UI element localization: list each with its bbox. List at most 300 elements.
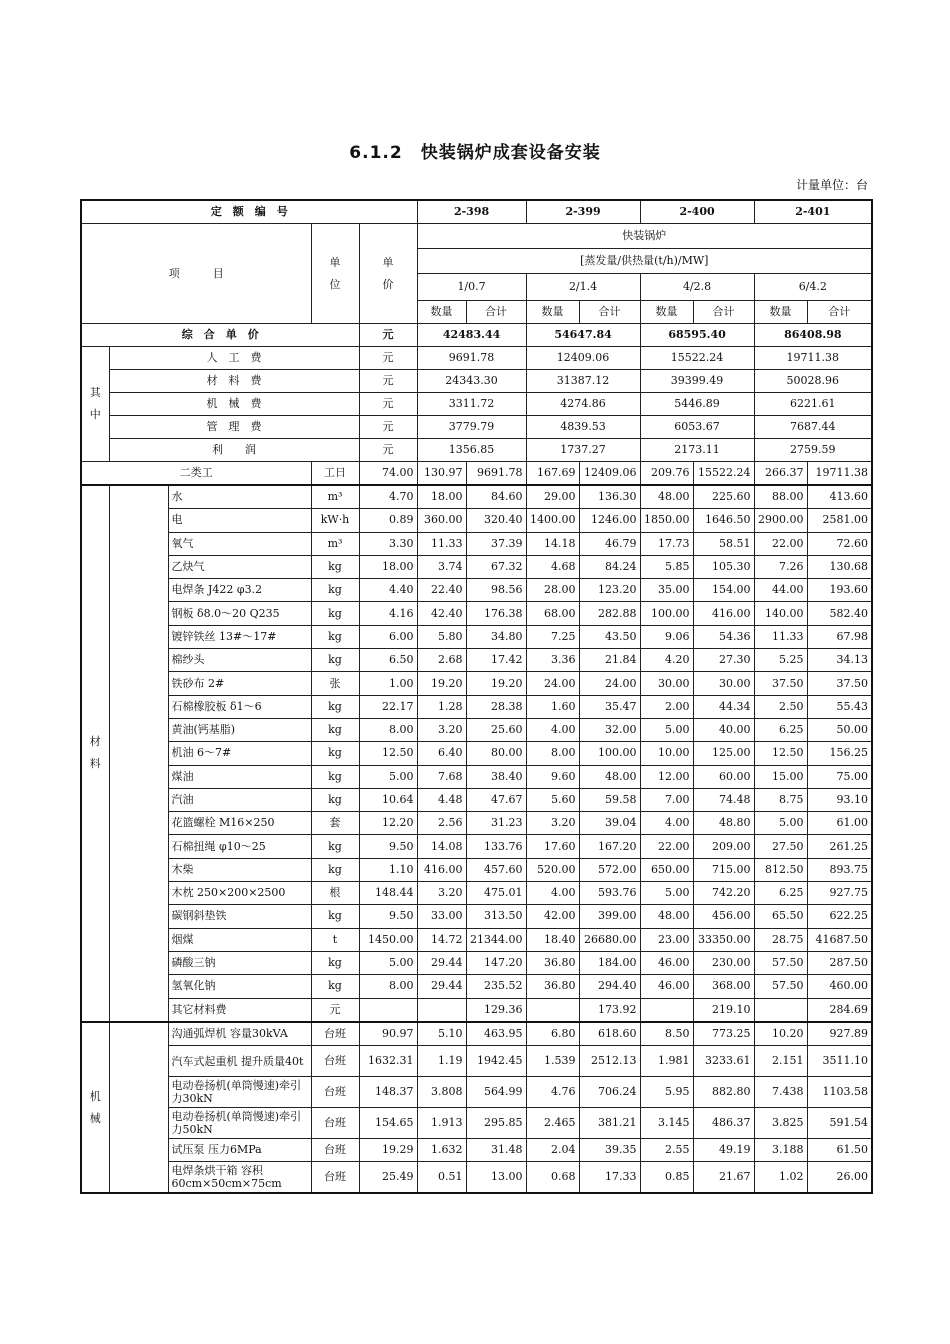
machinery-row: [81, 1108, 872, 1139]
machinery-row-cell: 7.438: [754, 1077, 807, 1108]
material-row-cell: 42.00: [526, 905, 579, 928]
machinery-row-cell: 1.539: [526, 1046, 579, 1077]
machinery-row-cell: 706.24: [579, 1077, 640, 1108]
material-row: [81, 835, 872, 858]
machinery-row-cell: 295.85: [466, 1108, 526, 1139]
machinery-row-cell: 618.60: [579, 1022, 640, 1046]
material-row-unit: kg: [311, 858, 359, 881]
quota-code-row: [81, 200, 872, 224]
cost-item-value: 7687.44: [754, 416, 872, 439]
material-row-price: 5.00: [359, 951, 417, 974]
material-row-price: [359, 998, 417, 1022]
material-row-unit: kg: [311, 649, 359, 672]
material-row-name: 木枕 250×200×2500: [168, 882, 311, 905]
material-row-cell: 14.08: [417, 835, 466, 858]
labor-price: 74.00: [359, 462, 417, 486]
material-row-name: 烟煤: [168, 928, 311, 951]
unit-header-char: 位: [329, 277, 341, 291]
material-row-cell: 34.13: [807, 649, 872, 672]
material-row-cell: 21.84: [579, 649, 640, 672]
machinery-row-unit: 台班: [311, 1077, 359, 1108]
machinery-row-unit: 台班: [311, 1139, 359, 1162]
machinery-row: [81, 1162, 872, 1194]
material-row-name: 石棉橡胶板 δ1～6: [168, 695, 311, 718]
cost-item-name: 机 械 费: [109, 393, 359, 416]
material-row-unit: 套: [311, 812, 359, 835]
material-row-cell: 261.25: [807, 835, 872, 858]
material-row-name: 机油 6～7#: [168, 742, 311, 765]
machinery-label: [81, 1022, 109, 1194]
material-row-cell: 57.50: [754, 975, 807, 998]
material-row: [81, 858, 872, 881]
material-row-cell: 1646.50: [693, 509, 754, 532]
machinery-row-cell: 0.85: [640, 1162, 693, 1194]
material-row: [81, 672, 872, 695]
material-row-name: 黄油(钙基脂): [168, 718, 311, 741]
labor-cell: 209.76: [640, 462, 693, 486]
material-row-name: 煤油: [168, 765, 311, 788]
composite-price-unit: 元: [359, 324, 417, 347]
machinery-row-price: 19.29: [359, 1139, 417, 1162]
cost-item-value: 4274.86: [526, 393, 640, 416]
material-row-price: 18.00: [359, 555, 417, 578]
machinery-row-cell: 2512.13: [579, 1046, 640, 1077]
material-row: [81, 625, 872, 648]
material-row-price: 3.30: [359, 532, 417, 555]
machinery-row-cell: 5.95: [640, 1077, 693, 1108]
material-row-unit: kg: [311, 579, 359, 602]
machinery-row-cell: 3511.10: [807, 1046, 872, 1077]
material-row-unit: kW·h: [311, 509, 359, 532]
machinery-row-price: 154.65: [359, 1108, 417, 1139]
material-row-cell: 8.00: [526, 742, 579, 765]
material-row-cell: 167.20: [579, 835, 640, 858]
qty-header: 数量: [640, 301, 693, 324]
machinery-row-cell: 1.913: [417, 1108, 466, 1139]
total-header: 合计: [579, 301, 640, 324]
machinery-row-name: 试压泵 压力6MPa: [168, 1139, 311, 1162]
material-row-name: 其它材料费: [168, 998, 311, 1022]
material-row-cell: 30.00: [640, 672, 693, 695]
machinery-row-cell: 6.80: [526, 1022, 579, 1046]
cost-item-name: 利 润: [109, 439, 359, 462]
cost-item-value: 3779.79: [417, 416, 526, 439]
material-row-cell: 7.00: [640, 788, 693, 811]
material-row-name: 汽油: [168, 788, 311, 811]
cost-item-name: 人 工 费: [109, 347, 359, 370]
cost-item-value: 1356.85: [417, 439, 526, 462]
material-row-price: 4.70: [359, 485, 417, 509]
material-row-cell: 12.00: [640, 765, 693, 788]
qty-header: 数量: [526, 301, 579, 324]
material-row-cell: 4.20: [640, 649, 693, 672]
price-header-char: 单: [382, 255, 394, 269]
boiler-header: 快装锅炉: [417, 224, 872, 249]
material-row-unit: 元: [311, 998, 359, 1022]
materials-label-char: 材: [89, 735, 101, 749]
labor-name: 二类工: [81, 462, 311, 486]
material-row-cell: 36.80: [526, 975, 579, 998]
page-title: 6.1.2 快装锅炉成套设备安装: [349, 143, 601, 163]
material-row-cell: 28.00: [526, 579, 579, 602]
composite-price-label: 综 合 单 价: [81, 324, 359, 347]
machinery-row-cell: 1.981: [640, 1046, 693, 1077]
material-row-cell: 31.23: [466, 812, 526, 835]
material-row-price: 4.40: [359, 579, 417, 602]
material-row-cell: 40.00: [693, 718, 754, 741]
material-row-cell: 320.40: [466, 509, 526, 532]
material-row-cell: 5.00: [754, 812, 807, 835]
total-header: 合计: [466, 301, 526, 324]
material-row: [81, 905, 872, 928]
material-row-cell: 67.98: [807, 625, 872, 648]
material-row-cell: [640, 998, 693, 1022]
material-row-cell: 123.20: [579, 579, 640, 602]
measurement-unit-note: 计量单位：台: [795, 178, 868, 192]
labor-unit: 工日: [311, 462, 359, 486]
machinery-row-cell: 31.48: [466, 1139, 526, 1162]
quota-code: 2-398: [417, 200, 526, 224]
material-row-cell: 742.20: [693, 882, 754, 905]
labor-cell: 19711.38: [807, 462, 872, 486]
material-row-cell: 36.80: [526, 951, 579, 974]
material-row-cell: 35.00: [640, 579, 693, 602]
material-row-cell: 225.60: [693, 485, 754, 509]
material-row-cell: 55.43: [807, 695, 872, 718]
spec-header: [蒸发量/供热量(t/h)/MW]: [417, 249, 872, 274]
machinery-row-cell: 21.67: [693, 1162, 754, 1194]
material-row-unit: 张: [311, 672, 359, 695]
machinery-row: [81, 1046, 872, 1077]
material-row-unit: kg: [311, 555, 359, 578]
quota-code: 2-399: [526, 200, 640, 224]
header-row-boiler: [81, 224, 872, 249]
material-row-price: 4.16: [359, 602, 417, 625]
material-row-cell: 22.00: [754, 532, 807, 555]
material-row-price: 8.00: [359, 975, 417, 998]
machinery-row-cell: 564.99: [466, 1077, 526, 1108]
material-row-unit: kg: [311, 625, 359, 648]
material-row-cell: 75.00: [807, 765, 872, 788]
material-row-cell: 184.00: [579, 951, 640, 974]
machinery-row-name: 电动卷扬机(单筒慢速)牵引力30kN: [168, 1077, 311, 1108]
material-row-cell: 8.75: [754, 788, 807, 811]
cost-item-unit: 元: [359, 439, 417, 462]
material-row-cell: 44.34: [693, 695, 754, 718]
machinery-label-spacer: [109, 1022, 168, 1194]
machinery-row-cell: 773.25: [693, 1022, 754, 1046]
machinery-row-cell: 2.55: [640, 1139, 693, 1162]
material-row-cell: 520.00: [526, 858, 579, 881]
material-row-cell: 147.20: [466, 951, 526, 974]
material-row-cell: 37.50: [807, 672, 872, 695]
material-row: [81, 532, 872, 555]
labor-cell: 15522.24: [693, 462, 754, 486]
machinery-row-cell: 1.19: [417, 1046, 466, 1077]
material-row-cell: 39.04: [579, 812, 640, 835]
material-row: [81, 812, 872, 835]
material-row-cell: 9.60: [526, 765, 579, 788]
material-row-cell: 1400.00: [526, 509, 579, 532]
material-row-cell: 1.28: [417, 695, 466, 718]
item-header: 项 目: [81, 224, 311, 324]
material-row-cell: 60.00: [693, 765, 754, 788]
machinery-row-cell: 17.33: [579, 1162, 640, 1194]
material-row-unit: kg: [311, 765, 359, 788]
material-row-name: 氢氧化钠: [168, 975, 311, 998]
material-row-cell: 7.25: [526, 625, 579, 648]
material-row-price: 5.00: [359, 765, 417, 788]
material-row-price: 12.20: [359, 812, 417, 835]
material-row-cell: 457.60: [466, 858, 526, 881]
material-row-cell: 125.00: [693, 742, 754, 765]
material-row-cell: 11.33: [754, 625, 807, 648]
price-header-char: 价: [382, 277, 394, 291]
material-row-cell: 219.10: [693, 998, 754, 1022]
material-row-cell: 230.00: [693, 951, 754, 974]
material-row-cell: 4.00: [526, 882, 579, 905]
material-row-cell: 154.00: [693, 579, 754, 602]
material-row-cell: 29.44: [417, 975, 466, 998]
material-row-cell: 34.80: [466, 625, 526, 648]
machinery-row-price: 1632.31: [359, 1046, 417, 1077]
machinery-row-cell: 0.51: [417, 1162, 466, 1194]
labor-cell: 167.69: [526, 462, 579, 486]
material-row-cell: 22.40: [417, 579, 466, 602]
material-row-cell: 30.00: [693, 672, 754, 695]
cost-item-value: 15522.24: [640, 347, 754, 370]
materials-label-spacer: [109, 485, 168, 1022]
material-row-cell: 100.00: [579, 742, 640, 765]
material-row-name: 棉纱头: [168, 649, 311, 672]
material-row-cell: 68.00: [526, 602, 579, 625]
material-row-cell: 209.00: [693, 835, 754, 858]
material-row-cell: 360.00: [417, 509, 466, 532]
capacity-header: 6/4.2: [754, 274, 872, 301]
machinery-row-cell: 3.808: [417, 1077, 466, 1108]
material-row-cell: 80.00: [466, 742, 526, 765]
material-row-cell: 1246.00: [579, 509, 640, 532]
machinery-row: [81, 1077, 872, 1108]
capacity-header: 2/1.4: [526, 274, 640, 301]
cost-breakdown-row: [81, 393, 872, 416]
material-row-cell: 48.00: [640, 485, 693, 509]
material-row-price: 10.64: [359, 788, 417, 811]
material-row: [81, 579, 872, 602]
material-row-cell: 582.40: [807, 602, 872, 625]
machinery-row-cell: 10.20: [754, 1022, 807, 1046]
machinery-row-price: 25.49: [359, 1162, 417, 1194]
machinery-label-char: 机: [89, 1089, 101, 1103]
quota-code-label: 定 额 编 号: [81, 200, 417, 224]
composite-price-value: 86408.98: [754, 324, 872, 347]
material-row-cell: 22.00: [640, 835, 693, 858]
cost-item-name: 材 料 费: [109, 370, 359, 393]
material-row-cell: 44.00: [754, 579, 807, 602]
material-row-cell: 416.00: [693, 602, 754, 625]
material-row-cell: 282.88: [579, 602, 640, 625]
machinery-row-cell: 3.825: [754, 1108, 807, 1139]
material-row-unit: m³: [311, 485, 359, 509]
material-row-cell: 456.00: [693, 905, 754, 928]
material-row: [81, 509, 872, 532]
machinery-row-unit: 台班: [311, 1162, 359, 1194]
qty-header: 数量: [417, 301, 466, 324]
material-row-cell: 27.30: [693, 649, 754, 672]
material-row-cell: 26680.00: [579, 928, 640, 951]
material-row-price: 1.00: [359, 672, 417, 695]
capacity-header: 4/2.8: [640, 274, 754, 301]
cost-item-value: 19711.38: [754, 347, 872, 370]
cost-item-unit: 元: [359, 393, 417, 416]
material-row-name: 镀锌铁丝 13#～17#: [168, 625, 311, 648]
material-row: [81, 882, 872, 905]
material-row-cell: 4.00: [526, 718, 579, 741]
material-row-cell: 3.36: [526, 649, 579, 672]
machinery-row: [81, 1139, 872, 1162]
material-row-cell: 19.20: [466, 672, 526, 695]
material-row: [81, 649, 872, 672]
material-row-price: 6.00: [359, 625, 417, 648]
material-row-unit: kg: [311, 695, 359, 718]
material-row-cell: 1850.00: [640, 509, 693, 532]
material-row-name: 钢板 δ8.0～20 Q235: [168, 602, 311, 625]
machinery-row-cell: 381.21: [579, 1108, 640, 1139]
material-row-price: 1.10: [359, 858, 417, 881]
material-row-cell: 4.00: [640, 812, 693, 835]
machinery-row-cell: 486.37: [693, 1108, 754, 1139]
material-row-cell: 21344.00: [466, 928, 526, 951]
machinery-label-char: 械: [89, 1111, 101, 1125]
material-row-cell: 6.40: [417, 742, 466, 765]
cost-item-value: 50028.96: [754, 370, 872, 393]
material-row-cell: 4.68: [526, 555, 579, 578]
material-row-cell: 32.00: [579, 718, 640, 741]
cost-item-value: 5446.89: [640, 393, 754, 416]
material-row-cell: 3.20: [526, 812, 579, 835]
material-row-cell: 48.00: [579, 765, 640, 788]
material-row-cell: 48.80: [693, 812, 754, 835]
material-row-cell: 98.56: [466, 579, 526, 602]
material-row-cell: 2900.00: [754, 509, 807, 532]
material-row-price: 0.89: [359, 509, 417, 532]
material-row-cell: 475.01: [466, 882, 526, 905]
material-row-cell: 156.25: [807, 742, 872, 765]
machinery-row-name: 汽车式起重机 提升质量40t: [168, 1046, 311, 1077]
material-row-cell: 6.25: [754, 718, 807, 741]
machinery-row-cell: 3.188: [754, 1139, 807, 1162]
material-row: [81, 998, 872, 1022]
material-row-cell: 27.50: [754, 835, 807, 858]
machinery-row-cell: 927.89: [807, 1022, 872, 1046]
material-row-cell: 29.00: [526, 485, 579, 509]
cost-item-value: 9691.78: [417, 347, 526, 370]
material-row-cell: 37.39: [466, 532, 526, 555]
price-header: [359, 224, 417, 324]
material-row-cell: 58.51: [693, 532, 754, 555]
material-row-price: 12.50: [359, 742, 417, 765]
material-row-cell: 43.50: [579, 625, 640, 648]
composite-price-value: 42483.44: [417, 324, 526, 347]
material-row-cell: 105.30: [693, 555, 754, 578]
material-row-cell: [526, 998, 579, 1022]
material-row: [81, 765, 872, 788]
material-row-price: 9.50: [359, 905, 417, 928]
machinery-row-cell: 1.02: [754, 1162, 807, 1194]
unit-header: [311, 224, 359, 324]
material-row-cell: 47.67: [466, 788, 526, 811]
material-row-price: 148.44: [359, 882, 417, 905]
material-row-cell: 93.10: [807, 788, 872, 811]
material-row-cell: 24.00: [579, 672, 640, 695]
material-row-cell: 130.68: [807, 555, 872, 578]
material-row-price: 6.50: [359, 649, 417, 672]
total-header: 合计: [693, 301, 754, 324]
machinery-row-cell: 0.68: [526, 1162, 579, 1194]
machinery-row-cell: 591.54: [807, 1108, 872, 1139]
cost-breakdown-row: [81, 439, 872, 462]
material-row: [81, 951, 872, 974]
material-row-cell: 715.00: [693, 858, 754, 881]
material-row-cell: 23.00: [640, 928, 693, 951]
machinery-row-cell: 2.04: [526, 1139, 579, 1162]
material-row-cell: 38.40: [466, 765, 526, 788]
material-row-price: 22.17: [359, 695, 417, 718]
material-row-name: 木柴: [168, 858, 311, 881]
cost-item-value: 2173.11: [640, 439, 754, 462]
machinery-row-cell: 5.10: [417, 1022, 466, 1046]
cost-item-unit: 元: [359, 416, 417, 439]
machinery-row-price: 148.37: [359, 1077, 417, 1108]
cost-item-value: 6221.61: [754, 393, 872, 416]
material-row: [81, 928, 872, 951]
labor-cell: 12409.06: [579, 462, 640, 486]
material-row-cell: 46.00: [640, 975, 693, 998]
quota-table: [80, 199, 873, 1194]
materials-label-char: 料: [89, 757, 101, 771]
material-row-cell: 2581.00: [807, 509, 872, 532]
material-row-cell: 5.00: [640, 718, 693, 741]
material-row-cell: 41687.50: [807, 928, 872, 951]
material-row-cell: 2.50: [754, 695, 807, 718]
material-row: [81, 975, 872, 998]
material-row-cell: 67.32: [466, 555, 526, 578]
cost-item-unit: 元: [359, 370, 417, 393]
material-row-cell: 18.00: [417, 485, 466, 509]
labor-cell: 9691.78: [466, 462, 526, 486]
material-row: [81, 485, 872, 509]
material-row-name: 氧气: [168, 532, 311, 555]
machinery-row-cell: 1.632: [417, 1139, 466, 1162]
material-row-cell: 57.50: [754, 951, 807, 974]
material-row-cell: 35.47: [579, 695, 640, 718]
material-row-price: 9.50: [359, 835, 417, 858]
material-row-cell: 5.80: [417, 625, 466, 648]
material-row-name: 水: [168, 485, 311, 509]
material-row-unit: kg: [311, 718, 359, 741]
total-header: 合计: [807, 301, 872, 324]
machinery-row-cell: 2.465: [526, 1108, 579, 1139]
cost-item-value: 6053.67: [640, 416, 754, 439]
material-row: [81, 602, 872, 625]
machinery-row-cell: 49.19: [693, 1139, 754, 1162]
cost-item-value: 4839.53: [526, 416, 640, 439]
material-row-unit: 根: [311, 882, 359, 905]
material-row-cell: 368.00: [693, 975, 754, 998]
among-label: [81, 347, 109, 462]
material-row-cell: 61.00: [807, 812, 872, 835]
material-row-cell: 33350.00: [693, 928, 754, 951]
